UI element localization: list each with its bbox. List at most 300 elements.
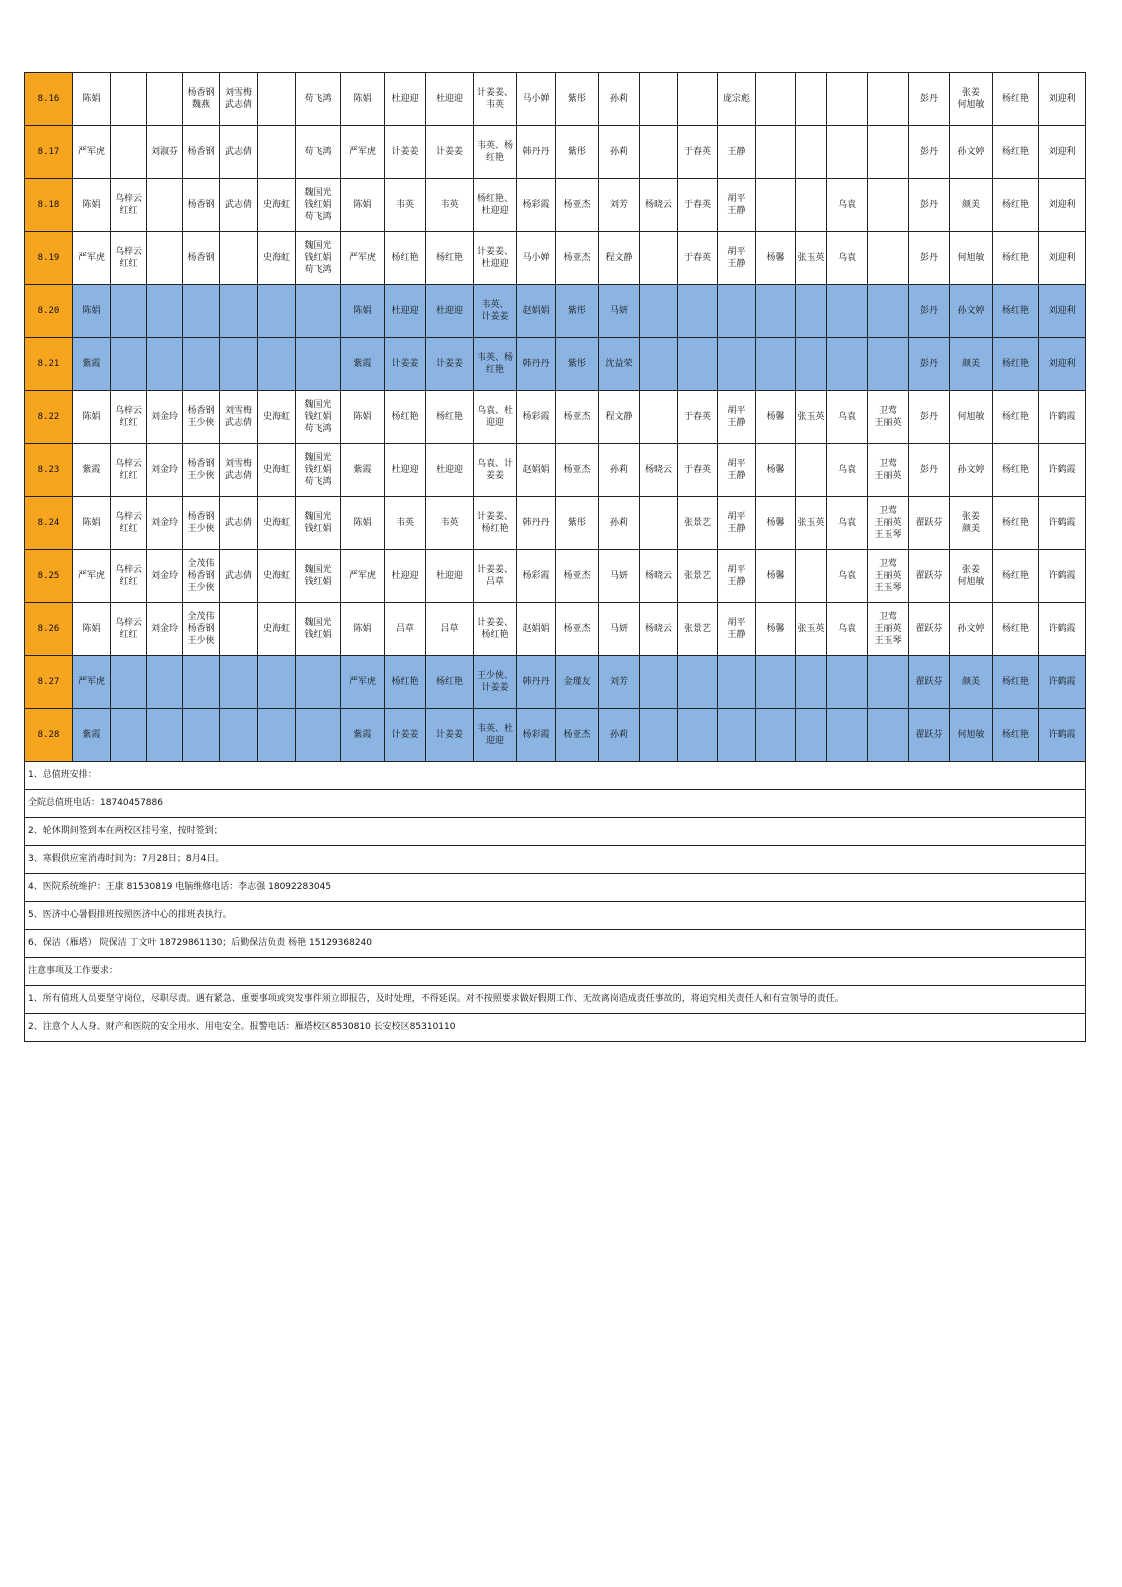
duty-cell: 魏国光 钱红娟: [296, 550, 341, 603]
duty-cell: 胡平 王静: [718, 179, 756, 232]
duty-cell: 韦英、杨 红艳: [474, 126, 517, 179]
duty-cell: 何旭敏: [950, 232, 993, 285]
schedule-row: [25, 550, 1086, 603]
duty-cell: 杨亚杰: [556, 391, 599, 444]
duty-cell: [258, 73, 296, 126]
duty-cell: 乌袁: [827, 497, 868, 550]
duty-cell: 张姜 颜美: [950, 497, 993, 550]
duty-cell: 史海虹: [258, 497, 296, 550]
duty-cell: 张玉英: [796, 497, 827, 550]
duty-cell: [678, 656, 718, 709]
duty-cell: [868, 232, 909, 285]
duty-cell: 计姜姜: [385, 709, 426, 762]
duty-cell: 韦英: [426, 179, 474, 232]
date-cell: 8.27: [25, 656, 73, 709]
duty-cell: [296, 338, 341, 391]
duty-cell: 杨红艳: [993, 232, 1039, 285]
duty-cell: [868, 73, 909, 126]
schedule-row: [25, 232, 1086, 285]
duty-cell: 刘金玲: [147, 444, 183, 497]
duty-cell: 杨红艳: [993, 179, 1039, 232]
duty-cell: 杨晓云: [640, 603, 678, 656]
duty-cell: 紫霞: [73, 338, 111, 391]
duty-cell: 张景艺: [678, 497, 718, 550]
duty-cell: [756, 179, 796, 232]
duty-cell: [147, 232, 183, 285]
duty-cell: [868, 709, 909, 762]
duty-cell: [258, 126, 296, 179]
duty-cell: 卫莺 王丽英 王玉琴: [868, 550, 909, 603]
duty-cell: 乌梓云 红红: [111, 497, 147, 550]
notes-section: [24, 761, 1086, 1042]
duty-cell: 韦英、 计姜姜: [474, 285, 517, 338]
duty-cell: 张姜 何旭敏: [950, 73, 993, 126]
duty-cell: 杨红艳: [385, 232, 426, 285]
schedule-row: [25, 73, 1086, 126]
duty-cell: [796, 73, 827, 126]
date-cell: 8.24: [25, 497, 73, 550]
duty-cell: 乌袁: [827, 550, 868, 603]
duty-cell: 颜美: [950, 179, 993, 232]
duty-cell: 刘迎利: [1039, 126, 1086, 179]
note-line: 3、寒假供应室消毒时间为：7月28日；8月4日。: [24, 846, 1086, 874]
duty-cell: [258, 656, 296, 709]
duty-cell: 全茂伟 杨香钢 王少俠: [183, 603, 220, 656]
duty-cell: [718, 338, 756, 391]
schedule-row: [25, 709, 1086, 762]
duty-cell: [258, 709, 296, 762]
duty-cell: 武志倩: [220, 126, 258, 179]
duty-cell: 乌袁: [827, 391, 868, 444]
duty-cell: 紫彤: [556, 285, 599, 338]
duty-cell: 彭丹: [909, 391, 950, 444]
duty-cell: 杨香钢: [183, 232, 220, 285]
duty-cell: 颜美: [950, 338, 993, 391]
duty-cell: [220, 338, 258, 391]
duty-cell: 于春英: [678, 391, 718, 444]
duty-cell: [111, 126, 147, 179]
duty-cell: [640, 497, 678, 550]
note-line: 注意事项及工作要求：: [24, 958, 1086, 986]
duty-cell: 庞宗彪: [718, 73, 756, 126]
duty-cell: 乌袁: [827, 232, 868, 285]
duty-cell: 翟跃芬: [909, 656, 950, 709]
duty-cell: 杨红艳: [993, 73, 1039, 126]
duty-cell: 彭丹: [909, 338, 950, 391]
duty-cell: 杨红艳: [993, 709, 1039, 762]
duty-cell: 计姜姜、 韦英: [474, 73, 517, 126]
duty-cell: 紫彤: [556, 126, 599, 179]
duty-cell: [147, 709, 183, 762]
duty-cell: 韦英: [385, 179, 426, 232]
duty-cell: 杨红艳: [993, 126, 1039, 179]
duty-cell: [640, 709, 678, 762]
duty-cell: 刘雪梅 武志倩: [220, 444, 258, 497]
duty-cell: [756, 709, 796, 762]
duty-cell: 许鹤霞: [1039, 603, 1086, 656]
duty-cell: 韦英、杨 红艳: [474, 338, 517, 391]
duty-cell: 彭丹: [909, 73, 950, 126]
date-cell: 8.20: [25, 285, 73, 338]
duty-cell: [147, 73, 183, 126]
date-cell: 8.26: [25, 603, 73, 656]
duty-cell: 刘金玲: [147, 391, 183, 444]
duty-cell: 杨红艳: [993, 656, 1039, 709]
duty-cell: 杨亚杰: [556, 179, 599, 232]
duty-cell: [718, 285, 756, 338]
duty-cell: 刘金玲: [147, 603, 183, 656]
duty-cell: [678, 73, 718, 126]
duty-cell: 刘迎利: [1039, 285, 1086, 338]
duty-cell: 杨红艳: [993, 444, 1039, 497]
duty-cell: 乌梓云 红红: [111, 232, 147, 285]
duty-cell: 杨晓云: [640, 550, 678, 603]
duty-cell: 严军虎: [341, 550, 385, 603]
duty-cell: [258, 285, 296, 338]
duty-cell: 许鹤霞: [1039, 391, 1086, 444]
duty-cell: 杜迎迎: [426, 285, 474, 338]
schedule-row: [25, 391, 1086, 444]
duty-cell: 杨馨: [756, 550, 796, 603]
duty-cell: [220, 603, 258, 656]
duty-cell: 严军虎: [73, 126, 111, 179]
duty-cell: [756, 126, 796, 179]
duty-cell: 杨馨: [756, 391, 796, 444]
duty-cell: 吕草: [385, 603, 426, 656]
duty-cell: 杨亚杰: [556, 232, 599, 285]
duty-cell: [147, 285, 183, 338]
duty-cell: 金瑾友: [556, 656, 599, 709]
note-line: 2、轮休期间签到本在两校区挂号室，按时签到；: [24, 818, 1086, 846]
duty-cell: 沈益荣: [599, 338, 640, 391]
duty-cell: 陈娟: [73, 391, 111, 444]
duty-cell: 魏国光 钱红娟 苟飞鸿: [296, 444, 341, 497]
date-cell: 8.25: [25, 550, 73, 603]
duty-cell: 紫彤: [556, 338, 599, 391]
duty-cell: 于春英: [678, 232, 718, 285]
duty-cell: 许鹤霞: [1039, 497, 1086, 550]
duty-cell: 杜迎迎: [385, 73, 426, 126]
duty-cell: 全茂伟 杨香钢 王少俠: [183, 550, 220, 603]
duty-cell: [183, 656, 220, 709]
duty-cell: 刘迎利: [1039, 232, 1086, 285]
duty-cell: 何旭敏: [950, 709, 993, 762]
duty-cell: 王少俠、 计姜姜: [474, 656, 517, 709]
schedule-row: [25, 497, 1086, 550]
duty-cell: 彭丹: [909, 285, 950, 338]
duty-cell: 马小婵: [517, 73, 556, 126]
duty-cell: 杜迎迎: [385, 285, 426, 338]
duty-cell: 何旭敏: [950, 391, 993, 444]
duty-cell: 乌袁: [827, 444, 868, 497]
duty-cell: [111, 709, 147, 762]
duty-cell: 武志倩: [220, 550, 258, 603]
duty-cell: 韩丹丹: [517, 338, 556, 391]
duty-cell: [640, 656, 678, 709]
duty-cell: 严军虎: [73, 656, 111, 709]
duty-cell: [827, 126, 868, 179]
duty-cell: 卫莺 王丽英 王玉琴: [868, 497, 909, 550]
duty-cell: 卫莺 王丽英: [868, 391, 909, 444]
duty-cell: 史海虹: [258, 232, 296, 285]
duty-cell: 苟飞鸿: [296, 73, 341, 126]
duty-cell: 赵娟娟: [517, 603, 556, 656]
date-cell: 8.18: [25, 179, 73, 232]
duty-cell: 杨彩霞: [517, 391, 556, 444]
duty-cell: [827, 73, 868, 126]
note-line: 全院总值班电话：18740457886: [24, 790, 1086, 818]
duty-cell: 杨亚杰: [556, 550, 599, 603]
duty-cell: 乌梓云 红红: [111, 550, 147, 603]
duty-cell: 乌梓云 红红: [111, 444, 147, 497]
duty-cell: 孙文婷: [950, 285, 993, 338]
duty-cell: 史海虹: [258, 391, 296, 444]
duty-cell: 杨晓云: [640, 444, 678, 497]
duty-cell: 张景艺: [678, 550, 718, 603]
duty-cell: 于春英: [678, 444, 718, 497]
duty-cell: [756, 73, 796, 126]
duty-cell: 胡平 王静: [718, 391, 756, 444]
duty-cell: 刘芳: [599, 656, 640, 709]
duty-cell: 杨红艳: [993, 285, 1039, 338]
duty-cell: [183, 285, 220, 338]
duty-cell: 韦英、杜 迎迎: [474, 709, 517, 762]
duty-cell: [640, 232, 678, 285]
duty-cell: 杨香钢: [183, 179, 220, 232]
duty-cell: 杨红艳: [426, 232, 474, 285]
note-line: 1、所有值班人员要坚守岗位，尽职尽责。遇有紧急、重要事项或突发事件须立即报告，及时处理，不得延误。对不按照要求做好假期工作、无故离岗造成责任事故的，将追究相关责任人和有宣领导的责任。: [24, 986, 1086, 1014]
duty-cell: 许鹤霞: [1039, 550, 1086, 603]
duty-cell: 彭丹: [909, 179, 950, 232]
schedule-row: [25, 603, 1086, 656]
duty-cell: 韩丹丹: [517, 656, 556, 709]
duty-cell: 胡平 王静: [718, 550, 756, 603]
duty-cell: 韩丹丹: [517, 497, 556, 550]
duty-cell: [220, 656, 258, 709]
duty-cell: 杨红艳: [993, 603, 1039, 656]
duty-cell: 杨香钢 王少俠: [183, 444, 220, 497]
duty-cell: 陈娟: [341, 497, 385, 550]
duty-cell: 孙文婷: [950, 603, 993, 656]
duty-cell: 孙莉: [599, 126, 640, 179]
duty-cell: 杨红艳: [426, 656, 474, 709]
duty-cell: [296, 709, 341, 762]
duty-cell: 杨馨: [756, 603, 796, 656]
duty-cell: 刘雪梅 武志倩: [220, 73, 258, 126]
duty-cell: 杨红艳: [993, 550, 1039, 603]
duty-cell: 紫彤: [556, 73, 599, 126]
duty-cell: 胡平 王静: [718, 497, 756, 550]
duty-cell: [868, 179, 909, 232]
duty-cell: 计姜姜: [385, 126, 426, 179]
duty-cell: [796, 709, 827, 762]
duty-cell: [640, 338, 678, 391]
duty-cell: 乌梓云 红红: [111, 179, 147, 232]
duty-cell: 赵娟娟: [517, 444, 556, 497]
duty-cell: 杨红艳: [993, 338, 1039, 391]
duty-cell: 计姜姜: [385, 338, 426, 391]
duty-cell: 陈娟: [73, 603, 111, 656]
duty-cell: [220, 709, 258, 762]
duty-cell: 于春英: [678, 126, 718, 179]
duty-cell: 刘雪梅 武志倩: [220, 391, 258, 444]
duty-cell: 乌袁: [827, 179, 868, 232]
duty-cell: 程文静: [599, 232, 640, 285]
duty-cell: [756, 285, 796, 338]
duty-cell: [796, 126, 827, 179]
duty-cell: [183, 709, 220, 762]
duty-cell: [111, 285, 147, 338]
duty-cell: 紫霞: [341, 709, 385, 762]
duty-cell: [827, 285, 868, 338]
duty-cell: 马妍: [599, 285, 640, 338]
duty-cell: 张景艺: [678, 603, 718, 656]
duty-cell: 翟跃芬: [909, 497, 950, 550]
duty-cell: [827, 338, 868, 391]
duty-cell: [147, 656, 183, 709]
duty-cell: 卫莺 王丽英: [868, 444, 909, 497]
note-line: 1、总值班安排：: [24, 761, 1086, 790]
duty-cell: [111, 338, 147, 391]
duty-cell: 乌梓云 红红: [111, 603, 147, 656]
duty-cell: [640, 391, 678, 444]
duty-cell: 陈娟: [341, 73, 385, 126]
duty-cell: 陈娟: [73, 497, 111, 550]
duty-cell: 计姜姜: [426, 126, 474, 179]
duty-cell: [111, 73, 147, 126]
duty-cell: 杨香钢: [183, 126, 220, 179]
duty-cell: [868, 338, 909, 391]
duty-cell: 紫霞: [73, 444, 111, 497]
duty-cell: 魏国光 钱红娟: [296, 603, 341, 656]
duty-cell: 孙莉: [599, 709, 640, 762]
duty-cell: 杨馨: [756, 232, 796, 285]
duty-cell: 严军虎: [341, 656, 385, 709]
duty-cell: 刘淑芬: [147, 126, 183, 179]
duty-cell: 杨红艳: [426, 391, 474, 444]
duty-cell: 史海虹: [258, 179, 296, 232]
duty-cell: 翟跃芬: [909, 550, 950, 603]
duty-cell: 杨亚杰: [556, 444, 599, 497]
date-cell: 8.21: [25, 338, 73, 391]
schedule-row: [25, 338, 1086, 391]
date-cell: 8.22: [25, 391, 73, 444]
duty-cell: 于春英: [678, 179, 718, 232]
duty-cell: [796, 338, 827, 391]
duty-cell: 杨红艳、 杜迎迎: [474, 179, 517, 232]
duty-cell: 陈娟: [73, 179, 111, 232]
duty-cell: 陈娟: [73, 73, 111, 126]
duty-cell: [640, 126, 678, 179]
duty-cell: 孙文婷: [950, 444, 993, 497]
duty-cell: [678, 338, 718, 391]
date-cell: 8.16: [25, 73, 73, 126]
duty-cell: 陈娟: [341, 391, 385, 444]
note-line: 4、医院系统维护：王康 81530819 电脑维修电话：李志强 18092283045: [24, 874, 1086, 902]
duty-cell: 杨亚杰: [556, 709, 599, 762]
duty-cell: 武志倩: [220, 179, 258, 232]
duty-cell: 杨红艳: [993, 391, 1039, 444]
schedule-row: [25, 656, 1086, 709]
duty-cell: 杨亚杰: [556, 603, 599, 656]
duty-cell: 计姜姜: [426, 338, 474, 391]
duty-cell: [718, 709, 756, 762]
duty-cell: 杨馨: [756, 444, 796, 497]
duty-cell: 胡平 王静: [718, 444, 756, 497]
date-cell: 8.23: [25, 444, 73, 497]
duty-cell: 马妍: [599, 603, 640, 656]
duty-cell: 紫霞: [73, 709, 111, 762]
duty-cell: [868, 126, 909, 179]
duty-cell: 紫彤: [556, 497, 599, 550]
duty-schedule-table-container: [24, 72, 1086, 762]
duty-cell: [296, 656, 341, 709]
duty-cell: 张玉英: [796, 232, 827, 285]
duty-cell: [796, 285, 827, 338]
duty-cell: 韦英: [385, 497, 426, 550]
duty-cell: 孙文婷: [950, 126, 993, 179]
duty-cell: 杜迎迎: [426, 73, 474, 126]
duty-cell: 苟飞鸿: [296, 126, 341, 179]
duty-cell: 翟跃芬: [909, 709, 950, 762]
duty-cell: 魏国光 钱红娟: [296, 497, 341, 550]
duty-cell: 胡平 王静: [718, 603, 756, 656]
duty-cell: [111, 656, 147, 709]
duty-cell: 颜美: [950, 656, 993, 709]
duty-cell: 乌袁、计 姜姜: [474, 444, 517, 497]
duty-cell: 韦英: [426, 497, 474, 550]
duty-cell: 刘金玲: [147, 550, 183, 603]
date-cell: 8.19: [25, 232, 73, 285]
duty-cell: 张玉英: [796, 391, 827, 444]
duty-cell: 彭丹: [909, 126, 950, 179]
duty-cell: 刘迎利: [1039, 73, 1086, 126]
duty-cell: 计姜姜、 杜迎迎: [474, 232, 517, 285]
duty-cell: [147, 338, 183, 391]
duty-cell: 杨香钢 王少俠: [183, 391, 220, 444]
duty-cell: [640, 73, 678, 126]
duty-cell: 吕草: [426, 603, 474, 656]
duty-cell: [796, 550, 827, 603]
duty-cell: [147, 179, 183, 232]
duty-cell: [827, 656, 868, 709]
duty-cell: 魏国光 钱红娟 苟飞鸿: [296, 391, 341, 444]
duty-cell: 孙莉: [599, 73, 640, 126]
duty-cell: 紫霞: [341, 444, 385, 497]
duty-cell: 张玉英: [796, 603, 827, 656]
duty-cell: 陈娟: [341, 179, 385, 232]
duty-cell: 史海虹: [258, 550, 296, 603]
duty-cell: [796, 656, 827, 709]
duty-cell: 韩丹丹: [517, 126, 556, 179]
duty-cell: 严军虎: [341, 232, 385, 285]
duty-cell: 陈娟: [341, 603, 385, 656]
duty-cell: 卫莺 王丽英 王玉琴: [868, 603, 909, 656]
duty-cell: 计姜姜、 杨红艳: [474, 497, 517, 550]
duty-cell: 彭丹: [909, 444, 950, 497]
duty-cell: 程文静: [599, 391, 640, 444]
duty-cell: [868, 285, 909, 338]
note-line: 6、保洁（雁塔） 院保洁 丁文叶 18729861130；后勤保洁负责 杨艳 15129368240: [24, 930, 1086, 958]
duty-cell: 刘迎利: [1039, 179, 1086, 232]
duty-cell: 孙莉: [599, 497, 640, 550]
duty-cell: [756, 656, 796, 709]
duty-cell: 杨红艳: [993, 497, 1039, 550]
duty-cell: 孙莉: [599, 444, 640, 497]
duty-cell: [220, 285, 258, 338]
duty-cell: 杜迎迎: [426, 550, 474, 603]
duty-cell: 杨彩霞: [517, 179, 556, 232]
